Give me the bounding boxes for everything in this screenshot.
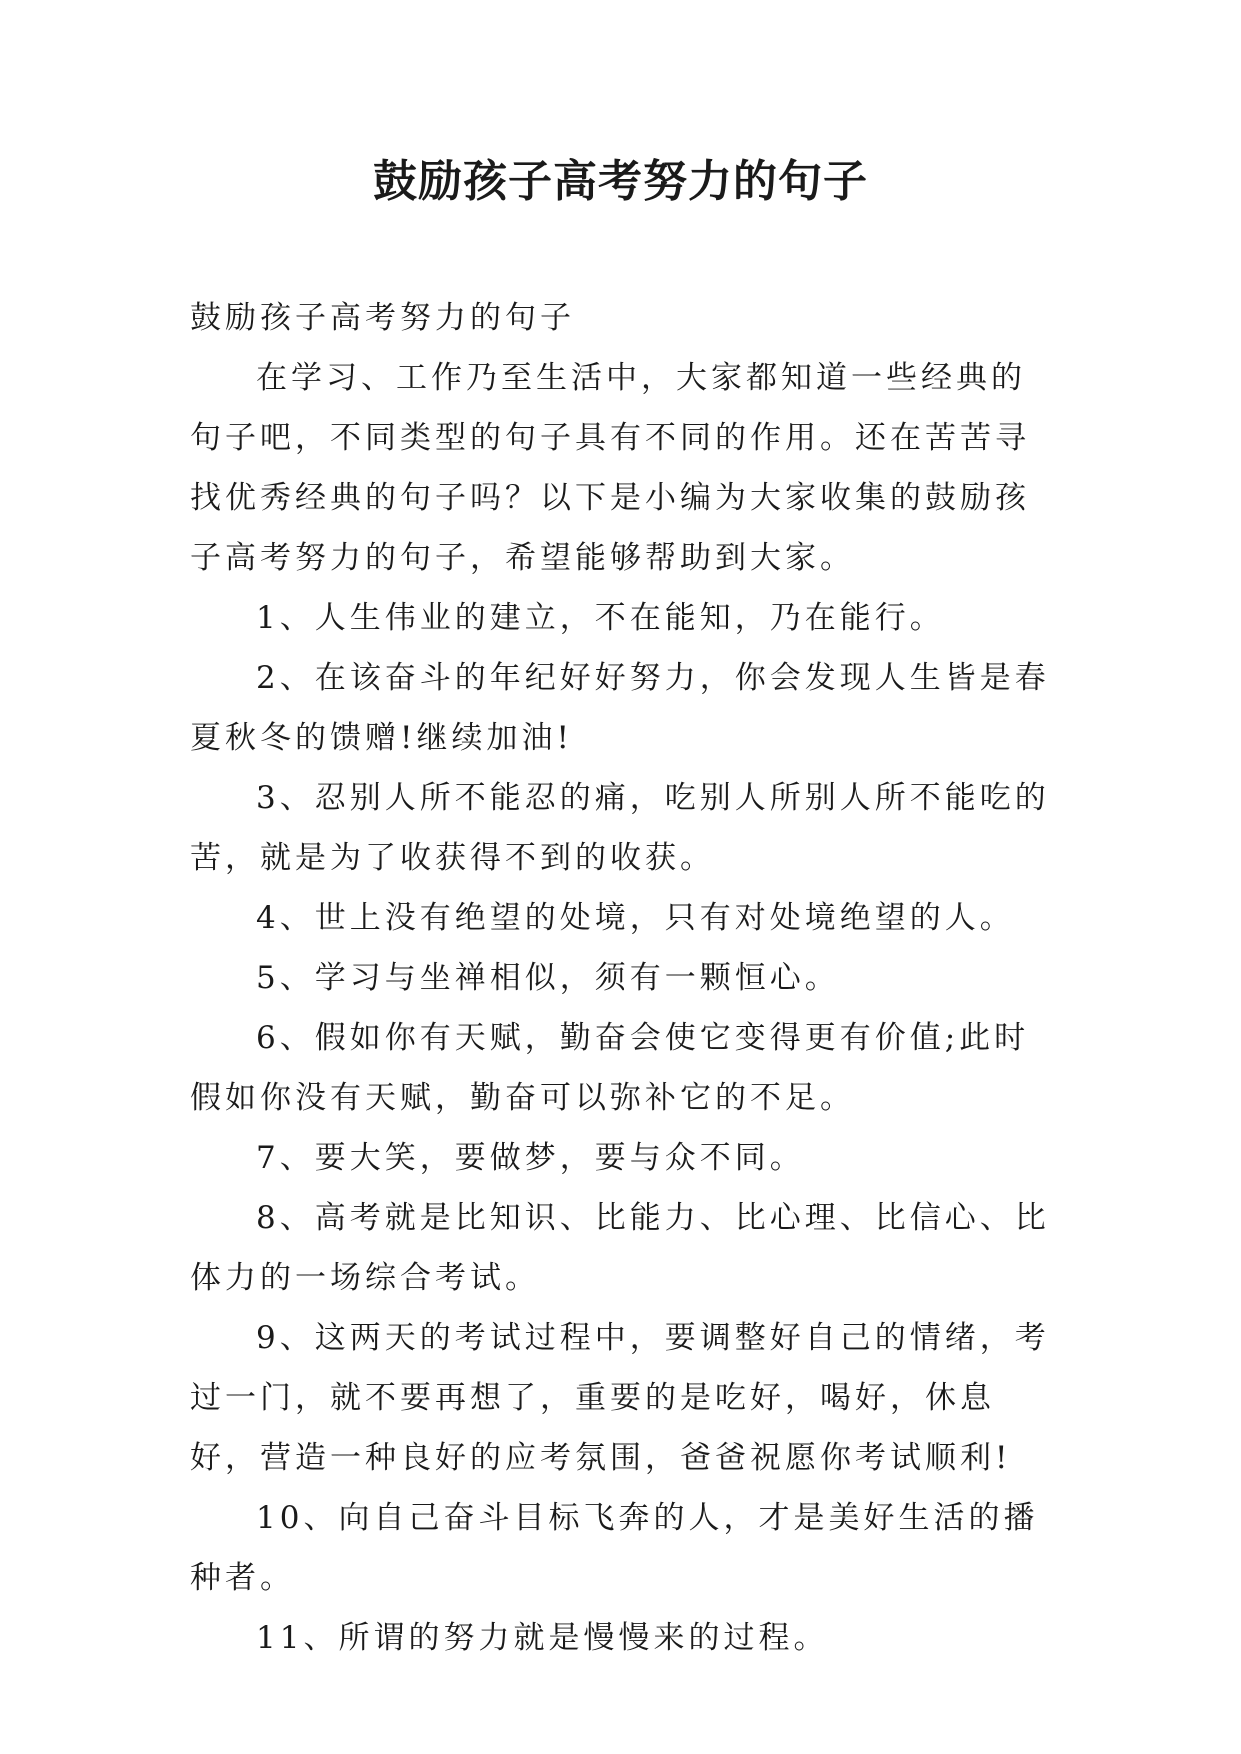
quote-item: 11、所谓的努力就是慢慢来的过程。 xyxy=(256,1620,829,1656)
intro-paragraph: 在学习、工作乃至生活中，大家都知道一些经典的句子吧，不同类型的句子具有不同的作用。还在苦苦寻找优秀经典的句子吗？以下是小编为大家收集的鼓励孩子高考努力的句子，希望能够帮助到大家。 xyxy=(190,360,1030,576)
quote-item: 4、世上没有绝望的处境，只有对处境绝望的人。 xyxy=(256,900,1015,936)
quote-item: 8、高考就是比知识、比能力、比心理、比信心、比体力的一场综合考试。 xyxy=(190,1200,1050,1296)
quote-item: 2、在该奋斗的年纪好好努力，你会发现人生皆是春夏秋冬的馈赠!继续加油! xyxy=(190,660,1050,756)
quote-item: 10、向自己奋斗目标飞奔的人，才是美好生活的播种者。 xyxy=(190,1500,1039,1596)
quote-item: 6、假如你有天赋，勤奋会使它变得更有价值;此时假如你没有天赋，勤奋可以弥补它的不足。 xyxy=(190,1020,1030,1116)
quote-item: 3、忍别人所不能忍的痛，吃别人所别人所不能吃的苦，就是为了收获得不到的收获。 xyxy=(190,780,1050,876)
document-title: 鼓励孩子高考努力的句子 xyxy=(373,156,868,207)
document-body xyxy=(190,288,1060,1668)
quote-item: 7、要大笑，要做梦，要与众不同。 xyxy=(256,1140,805,1176)
document-subtitle: 鼓励孩子高考努力的句子 xyxy=(190,300,575,336)
quote-item: 9、这两天的考试过程中，要调整好自己的情绪，考过一门，就不要再想了，重要的是吃好，喝好，休息好，营造一种良好的应考氛围，爸爸祝愿你考试顺利! xyxy=(190,1320,1050,1476)
quote-item: 5、学习与坐禅相似，须有一颗恒心。 xyxy=(256,960,840,996)
quote-item: 1、人生伟业的建立，不在能知，乃在能行。 xyxy=(256,600,945,636)
